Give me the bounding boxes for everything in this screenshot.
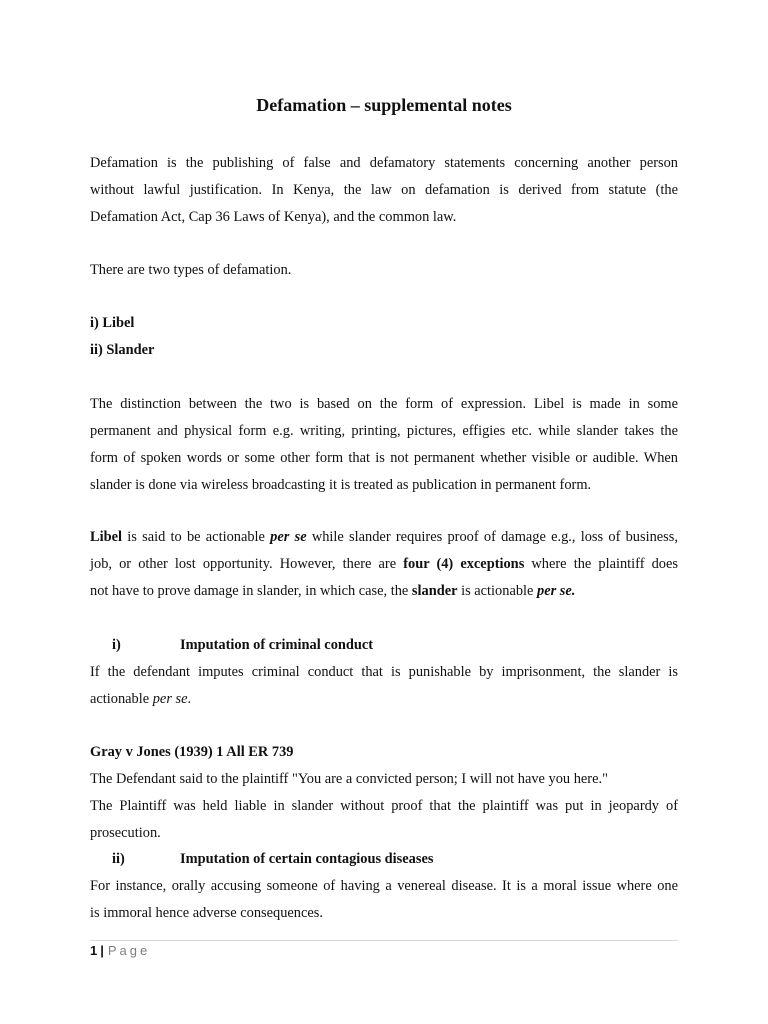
case-line: prosecution. — [90, 825, 161, 841]
type-label: Libel — [102, 315, 135, 331]
libel-paragraph — [90, 524, 678, 605]
intro-line: Defamation is the publishing of false and defamatory statements concerning another person — [90, 155, 678, 171]
case-block — [90, 739, 678, 847]
type-marker: i) — [90, 315, 99, 331]
distinction-line: slander is done via wireless broadcasting it is treated as publication in permanent form. — [90, 477, 592, 493]
libel-text: while slander requires proof of damage e.g., loss of business, — [306, 529, 678, 545]
page-label: Page — [107, 943, 151, 958]
exception-1-line: If the defendant imputes criminal conduct that is punishable by imprisonment, the slander is — [90, 664, 678, 680]
libel-text: where the plaintiff does — [524, 556, 678, 572]
footer-separator: | — [100, 943, 104, 958]
libel-line — [90, 578, 678, 605]
case-line: The Plaintiff was held liable in slander without proof that the plaintiff was put in jeopardy of — [90, 798, 678, 814]
per-se-term: per se — [270, 529, 307, 545]
type-label: Slander — [106, 342, 155, 358]
page-title: Defamation – supplemental notes — [256, 95, 512, 115]
footer-divider — [90, 940, 678, 941]
exception-2-body — [90, 873, 678, 927]
exception-title: Imputation of criminal conduct — [180, 637, 374, 653]
types-intro-text: There are two types of defamation. — [90, 262, 292, 278]
libel-line — [90, 551, 678, 578]
exception-marker: i) — [112, 637, 121, 653]
exception-text: . — [187, 691, 192, 707]
distinction-line: form of spoken words or some other form that is not permanent whether visible or audible. When — [90, 450, 678, 466]
page-number: 1 — [90, 943, 98, 958]
exception-2-line: For instance, orally accusing someone of having a venereal disease. It is a moral issue where one — [90, 878, 678, 894]
distinction-paragraph — [90, 391, 678, 499]
exception-text: actionable — [90, 691, 153, 707]
exception-1-heading — [90, 632, 373, 659]
exception-2-line: is immoral hence adverse consequences. — [90, 905, 323, 921]
page-footer — [90, 942, 150, 960]
libel-text: is said to be actionable — [122, 529, 271, 545]
distinction-line: The distinction between the two is based on the form of expression. Libel is made in some — [90, 396, 678, 412]
per-se-term: per se. — [537, 583, 576, 599]
exception-title: Imputation of certain contagious diseases — [180, 851, 434, 867]
types-intro — [90, 257, 678, 284]
libel-text: is actionable — [457, 583, 538, 599]
intro-line: Defamation Act, Cap 36 Laws of Kenya), and the common law. — [90, 209, 457, 225]
exception-1-body — [90, 659, 678, 713]
type-marker: ii) — [90, 342, 103, 358]
case-line: The Defendant said to the plaintiff "You are a convicted person; I will not have you here." — [90, 771, 608, 787]
libel-text: not have to prove damage in slander, in which case, the — [90, 583, 412, 599]
exception-marker: ii) — [112, 851, 125, 867]
exception-2-heading — [90, 846, 433, 873]
slander-term: slander — [411, 583, 458, 599]
exceptions-term: four (4) exceptions — [403, 556, 525, 572]
type-item-slander — [90, 337, 678, 364]
types-list — [90, 310, 678, 364]
libel-text: job, or other lost opportunity. However, there are — [90, 556, 404, 572]
per-se-term: per se — [152, 691, 188, 707]
distinction-line: permanent and physical form e.g. writing, printing, pictures, effigies etc. while slander takes the — [90, 423, 678, 439]
libel-term: Libel — [90, 529, 122, 545]
intro-paragraph — [90, 150, 678, 231]
exception-1-line — [90, 686, 678, 713]
type-item-libel — [90, 310, 678, 337]
case-citation: Gray v Jones (1939) 1 All ER 739 — [90, 744, 294, 760]
libel-line — [90, 524, 678, 551]
intro-line: without lawful justification. In Kenya, the law on defamation is derived from statute (the — [90, 182, 678, 198]
